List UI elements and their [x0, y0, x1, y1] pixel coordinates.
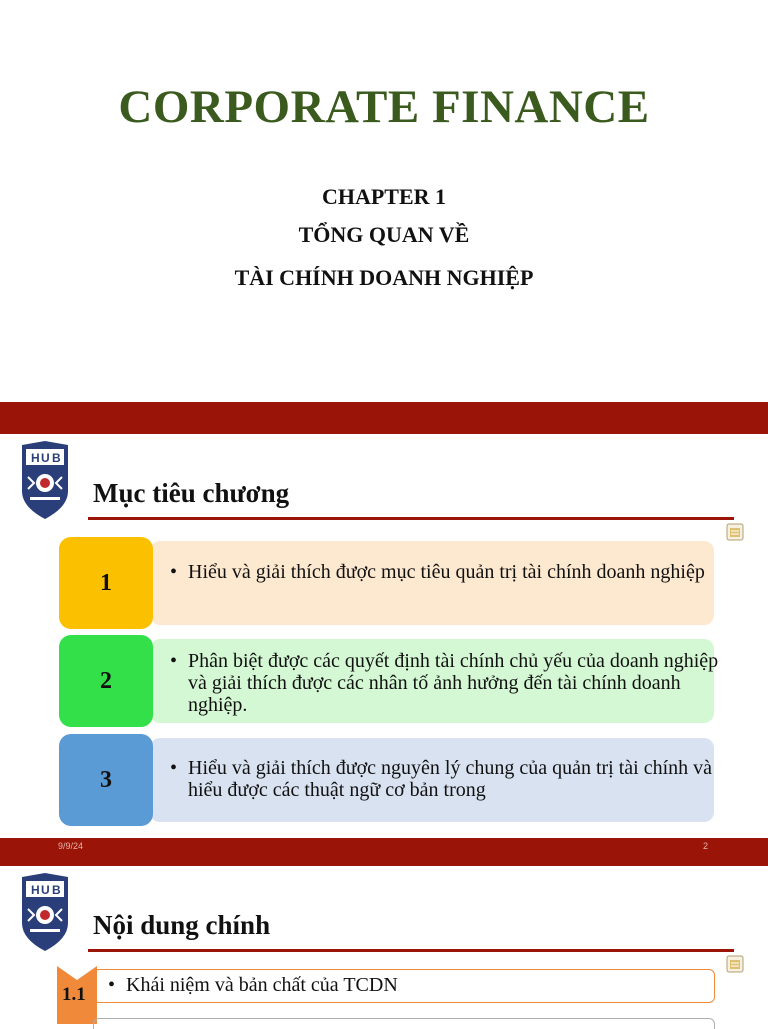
- title-underline: [88, 949, 734, 952]
- speaker-notes-icon[interactable]: [726, 955, 744, 973]
- hub-logo-icon: [20, 873, 70, 951]
- content-item-text-1: [108, 974, 398, 997]
- content-item-label-1: Khái niệm và bản chất của TCDN: [126, 974, 398, 996]
- slide-divider-band: [0, 402, 768, 434]
- objectives-slide: [0, 434, 768, 838]
- logo-letter-b: B: [52, 883, 61, 897]
- objective-text-3: • Hiểu và giải thích được nguyên lý chung của quản trị tài chính và hiểu được các thuật ngữ cơ bản trong: [170, 757, 728, 801]
- logo-letter-h: H: [31, 451, 40, 465]
- title-underline: [88, 517, 734, 520]
- objective-number-3: 3: [59, 734, 153, 826]
- speaker-notes-icon[interactable]: [726, 523, 744, 541]
- slide-page-number: 2: [703, 841, 709, 851]
- content-item-number-1: 1.1: [62, 984, 86, 1005]
- logo-letter-u: U: [41, 883, 50, 897]
- hub-logo-icon: [20, 441, 70, 519]
- title-slide: [0, 0, 768, 402]
- objective-card-1: [150, 541, 714, 625]
- main-title: CORPORATE FINANCE: [118, 81, 650, 133]
- logo-letter-b: B: [52, 451, 61, 465]
- subtitle-line-1: TỔNG QUAN VỀ: [298, 222, 470, 247]
- slide-footer-band: [0, 838, 768, 866]
- logo-letter-h: H: [31, 883, 40, 897]
- objective-text-1: • Hiểu và giải thích được mục tiêu quản trị tài chính doanh nghiệp: [170, 561, 728, 583]
- subtitle-line-2: TÀI CHÍNH DOANH NGHIỆP: [234, 265, 534, 290]
- logo-letter-u: U: [41, 451, 50, 465]
- contents-slide: [0, 866, 768, 1024]
- slide-date: 9/9/24: [58, 841, 84, 851]
- objective-text-2: • Phân biệt được các quyết định tài chính chủ yếu của doanh nghiệp và giải thích được các nhân tố ảnh hưởng đến tài chính doanh nghiệp.: [170, 650, 728, 716]
- bullet: •: [108, 974, 116, 996]
- objectives-title: Mục tiêu chương: [93, 478, 290, 508]
- chapter-label: CHAPTER 1: [321, 184, 447, 209]
- objective-number-1: 1: [59, 537, 153, 629]
- objective-number-2: 2: [59, 635, 153, 727]
- contents-title: Nội dung chính: [93, 910, 271, 940]
